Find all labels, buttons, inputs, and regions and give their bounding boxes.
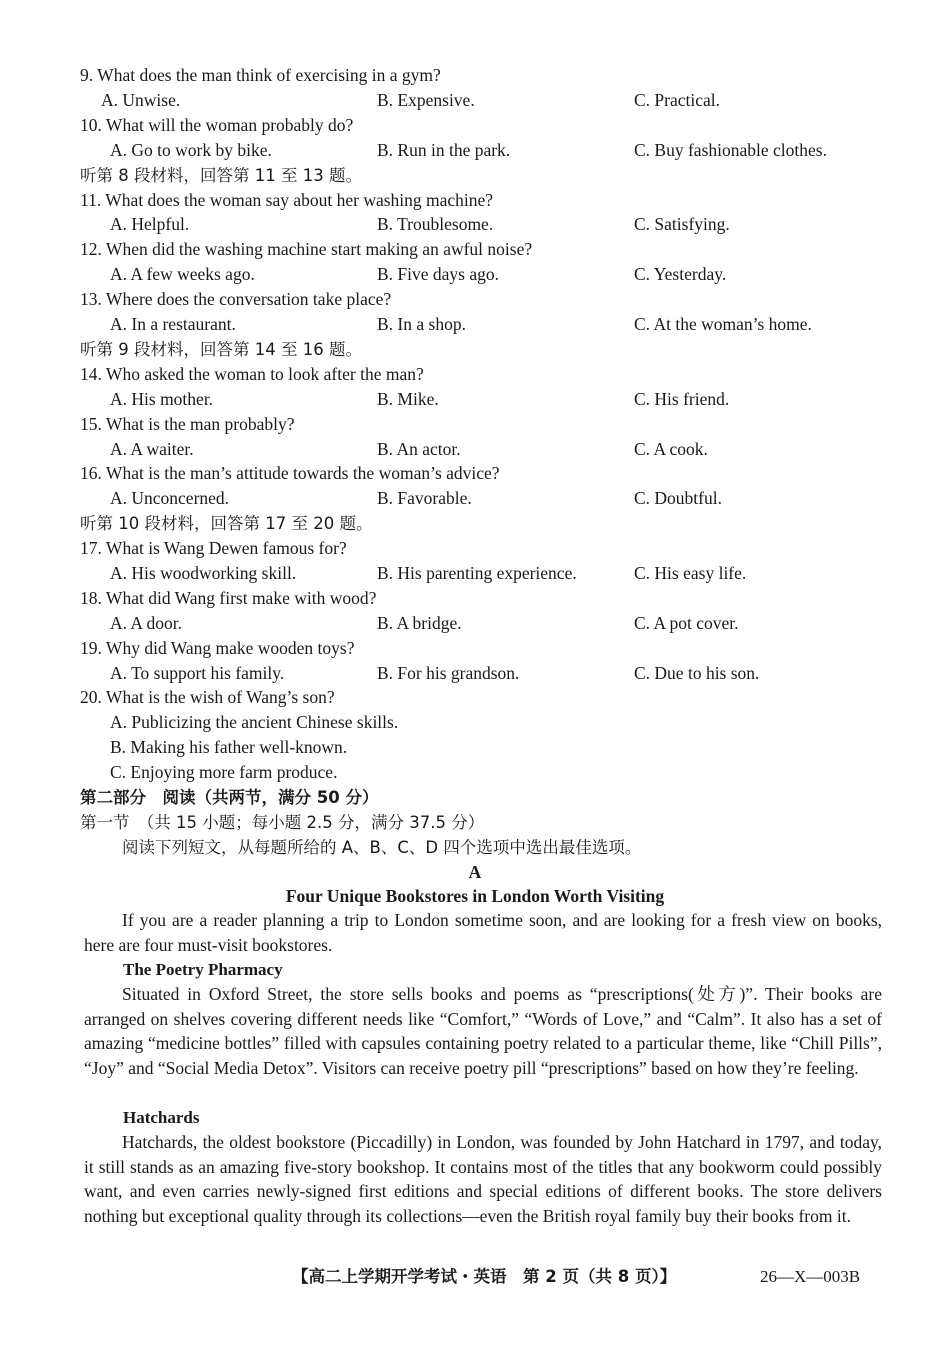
- question-stem: 11. What does the woman say about her washing machine?: [80, 189, 494, 210]
- option-a: A. Go to work by bike.: [110, 139, 272, 160]
- option-c: C. A pot cover.: [634, 612, 739, 633]
- section-instruction: 听第 9 段材料，回答第 14 至 16 题。: [80, 339, 362, 359]
- option-b: B. For his grandson.: [377, 662, 520, 683]
- question-stem: 15. What is the man probably?: [80, 413, 295, 434]
- option-a: A. A few weeks ago.: [110, 264, 255, 285]
- options-row: [0, 138, 950, 163]
- store1-paragraph: Situated in Oxford Street, the store sells books and poems as “prescriptions(处方)”. Their books are arranged on shelves covering different needs like “Comfort,” “Words of Love,” and “Calm”. It also has a set of amazing “medicine bottles” filled with capsules containing poetry related to a particular theme, like “Chill Pills”, “Joy” and “Social Media Detox”. Visitors can receive poetry pill “prescriptions” based on how they’re feeling.: [84, 984, 882, 1078]
- option-b: B. Mike.: [377, 388, 439, 409]
- option-c: C. Due to his son.: [634, 662, 760, 683]
- option-b: B. Run in the park.: [377, 139, 511, 160]
- options-row: [0, 212, 950, 237]
- question-stem: 12. When did the washing machine start making an awful noise?: [80, 239, 533, 260]
- option-a: A. A waiter.: [110, 438, 194, 459]
- option-c: C. A cook.: [634, 438, 708, 459]
- options-row: [0, 262, 950, 287]
- option-a: A. His woodworking skill.: [110, 563, 297, 583]
- options-row: [0, 312, 950, 337]
- option-a: A. Unwise.: [101, 89, 181, 110]
- footer-code: 26—X—003B: [760, 1267, 861, 1286]
- option-b: B. Five days ago.: [377, 264, 500, 285]
- store1-name: The Poetry Pharmacy: [123, 960, 283, 979]
- option-b: B. Making his father well-known.: [110, 737, 348, 757]
- question-stem: 14. Who asked the woman to look after the man?: [80, 363, 424, 384]
- store2-name: Hatchards: [123, 1108, 200, 1127]
- question-stem: 18. What did Wang first make with wood?: [80, 587, 377, 608]
- question-stem: 13. Where does the conversation take place?: [80, 289, 392, 310]
- option-a: A. To support his family.: [110, 662, 285, 683]
- options-row: [0, 611, 950, 636]
- options-row: [0, 387, 950, 412]
- option-c: C. His easy life.: [634, 563, 747, 583]
- options-row: [0, 88, 950, 113]
- option-a: A. A door.: [110, 612, 182, 633]
- option-b: B. Expensive.: [377, 89, 475, 110]
- passage-title: Four Unique Bookstores in London Worth Visiting: [285, 886, 665, 906]
- options-row: [0, 561, 950, 586]
- option-b: B. Troublesome.: [377, 214, 494, 235]
- question-stem: 16. What is the man’s attitude towards the woman’s advice?: [80, 463, 500, 484]
- intro-paragraph: If you are a reader planning a trip to London sometime soon, and are looking for a fresh view on books, here are four must-visit bookstores.: [84, 910, 882, 955]
- option-a: A. Helpful.: [110, 214, 190, 235]
- option-c: C. Doubtful.: [634, 488, 722, 509]
- option-c: C. Practical.: [634, 89, 721, 110]
- passage-letter: A: [468, 862, 482, 882]
- store2-paragraph: Hatchards, the oldest bookstore (Piccadilly) in London, was founded by John Hatchard in 1797, and today, it still stands as an amazing five-story bookshop. It contains most of the titles that any bookworm could possibly want, and even carries newly-signed first editions and special editions of different books. The store delivers nothing but exceptional quality through its collections—even the British royal family buy their books from it.: [84, 1132, 882, 1226]
- option-c: C. Enjoying more farm produce.: [110, 762, 338, 782]
- section-instruction: 听第 10 段材料，回答第 17 至 20 题。: [80, 514, 373, 534]
- option-b: B. A bridge.: [377, 612, 462, 633]
- option-c: C. His friend.: [634, 388, 730, 409]
- options-row: [0, 661, 950, 686]
- instruction: 阅读下列短文，从每题所给的 A、B、C、D 四个选项中选出最佳选项。: [122, 838, 642, 857]
- option-b: B. His parenting experience.: [377, 563, 577, 583]
- question-stem: 9. What does the man think of exercising in a gym?: [80, 65, 441, 85]
- option-a: A. His mother.: [110, 388, 214, 409]
- question-stem: 17. What is Wang Dewen famous for?: [80, 538, 347, 559]
- part2-heading: 第二部分 阅读（共两节，满分 50 分）: [80, 788, 379, 807]
- question-stem: 10. What will the woman probably do?: [80, 114, 354, 135]
- footer-page-info: 【高二上学期开学考试・英语 第 2 页（共 8 页）】: [292, 1267, 677, 1286]
- option-a: A. In a restaurant.: [110, 314, 236, 334]
- section1-heading: 第一节 （共 15 小题；每小题 2.5 分，满分 37.5 分）: [80, 813, 485, 832]
- option-b: B. An actor.: [377, 438, 461, 459]
- option-c: C. At the woman’s home.: [634, 314, 812, 334]
- option-c: C. Yesterday.: [634, 264, 727, 285]
- option-a: A. Unconcerned.: [110, 488, 230, 509]
- question-stem: 20. What is the wish of Wang’s son?: [80, 687, 335, 707]
- option-b: B. Favorable.: [377, 488, 472, 509]
- options-row: [0, 437, 950, 462]
- options-row: [0, 486, 950, 511]
- option-c: C. Satisfying.: [634, 214, 730, 235]
- section-instruction: 听第 8 段材料，回答第 11 至 13 题。: [80, 165, 362, 185]
- option-a: A. Publicizing the ancient Chinese skills.: [110, 712, 399, 732]
- option-c: C. Buy fashionable clothes.: [634, 139, 827, 160]
- option-b: B. In a shop.: [377, 314, 466, 334]
- question-stem: 19. Why did Wang make wooden toys?: [80, 637, 355, 658]
